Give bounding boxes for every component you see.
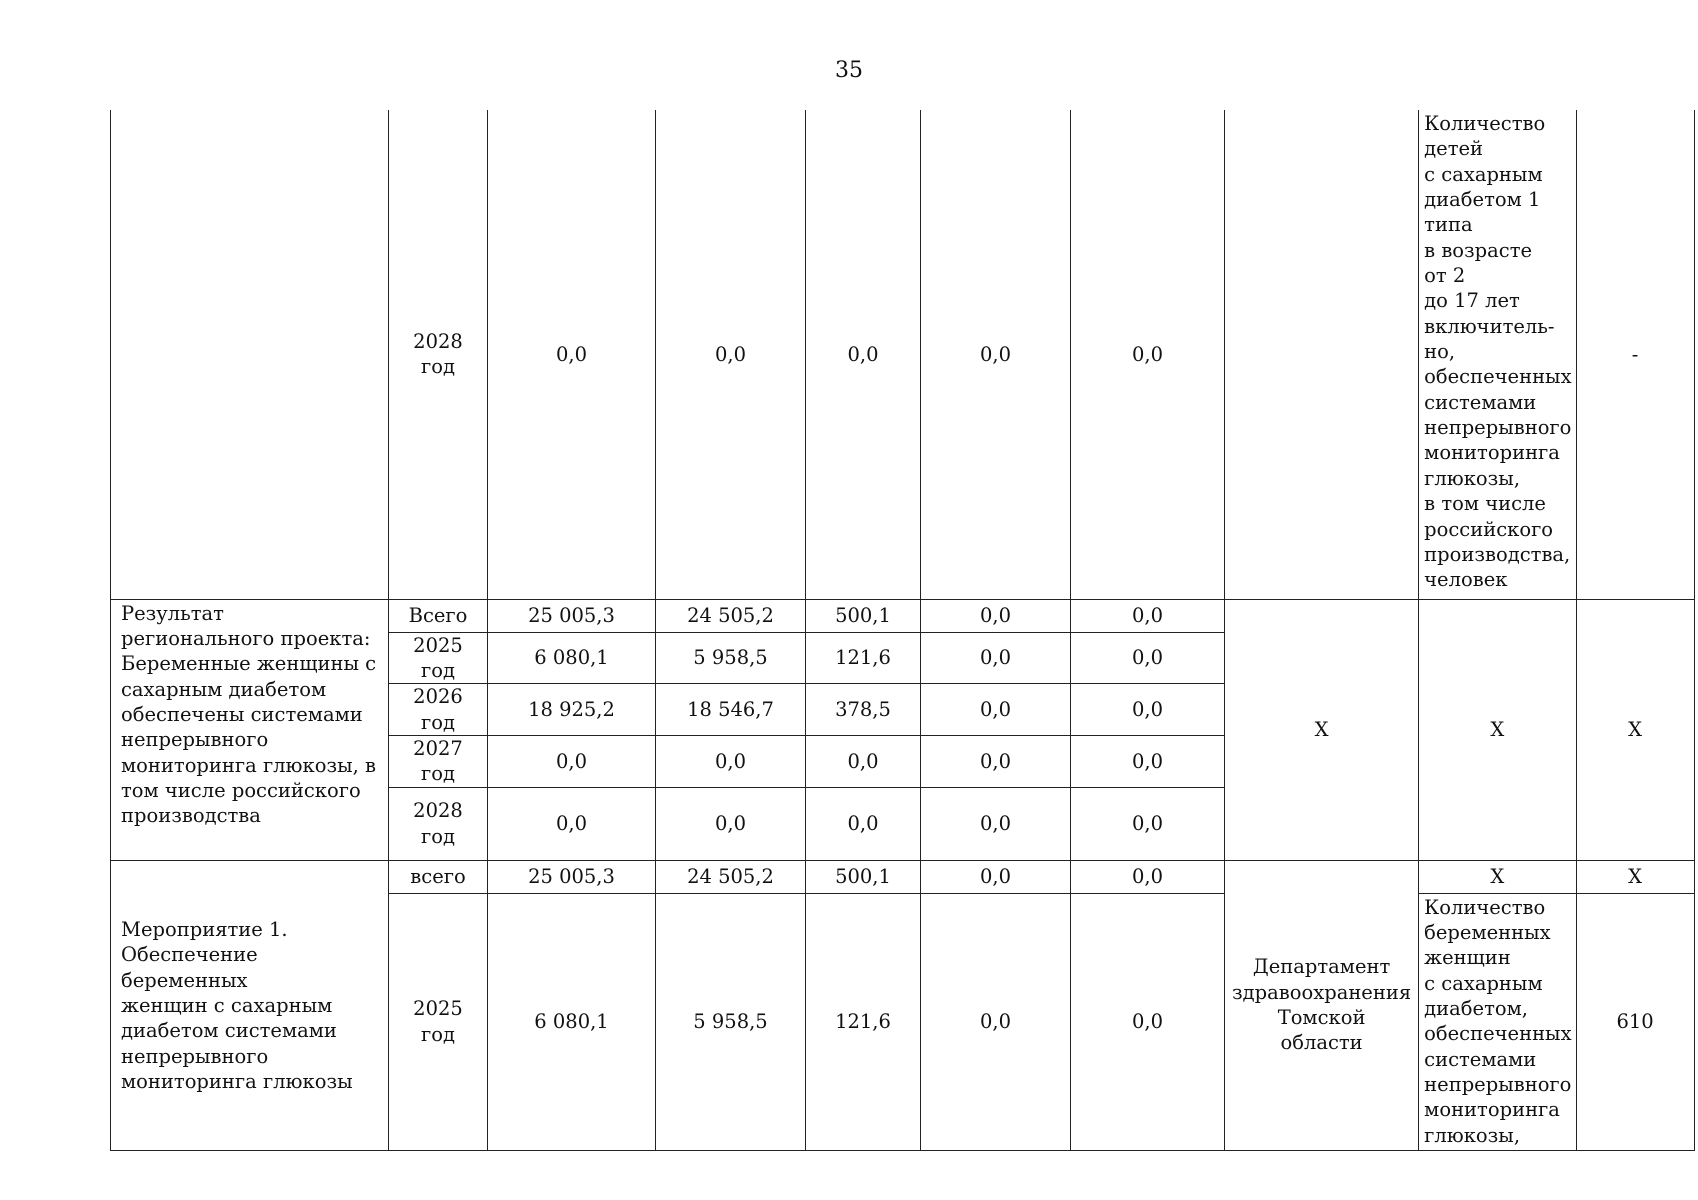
- event-label-cell: [111, 860, 389, 1150]
- value-cell: 0,0: [1071, 860, 1225, 893]
- value-cell: 0,0: [921, 632, 1071, 684]
- value-cell: 0,0: [488, 735, 656, 787]
- value-cell: 0,0: [1071, 735, 1225, 787]
- value-cell: 0,0: [656, 110, 806, 599]
- value-cell: 0,0: [921, 893, 1071, 1150]
- value-cell: 0,0: [921, 787, 1071, 860]
- value-cell: 25 005,3: [488, 599, 656, 632]
- indicator-cell: Х: [1419, 599, 1576, 860]
- value-cell: 0,0: [921, 684, 1071, 736]
- executor-text: Департамент здравоохранения Томской области: [1232, 955, 1412, 1055]
- empty-cell: [111, 110, 389, 599]
- executor-cell: Х: [1225, 599, 1419, 860]
- value-cell: 5 958,5: [656, 632, 806, 684]
- value-cell: 0,0: [1071, 599, 1225, 632]
- table-row: [111, 599, 1695, 632]
- indicator-value-cell: 610: [1576, 893, 1694, 1150]
- value-cell: 0,0: [656, 735, 806, 787]
- value-cell: 0,0: [921, 599, 1071, 632]
- indicator-cell: [1419, 110, 1576, 599]
- indicator-text: Количество беременных женщин с сахарным диабетом, обеспеченных системами непрерывного мониторинга глюкозы,: [1424, 895, 1572, 1147]
- value-cell: 25 005,3: [488, 860, 656, 893]
- value-cell: 6 080,1: [488, 632, 656, 684]
- value-cell: 5 958,5: [656, 893, 806, 1150]
- indicator-value-cell: Х: [1576, 860, 1694, 893]
- value-cell: 0,0: [1071, 632, 1225, 684]
- year-cell: всего: [389, 860, 488, 893]
- year-cell: 2027 год: [389, 735, 488, 787]
- value-cell: 0,0: [1071, 684, 1225, 736]
- value-cell: 6 080,1: [488, 893, 656, 1150]
- indicator-value-cell: -: [1576, 110, 1694, 599]
- executor-cell: [1225, 860, 1419, 1150]
- indicator-value-cell: Х: [1576, 599, 1694, 860]
- year-cell: 2026 год: [389, 684, 488, 736]
- value-cell: 0,0: [1071, 893, 1225, 1150]
- table-row: [111, 860, 1695, 893]
- empty-cell: [1225, 110, 1419, 599]
- event-label-text: Мероприятие 1. Обеспечение беременных женщин с сахарным диабетом системами непрерывного мониторинга глюкозы: [121, 917, 353, 1093]
- value-cell: 500,1: [806, 599, 921, 632]
- value-cell: 18 925,2: [488, 684, 656, 736]
- value-cell: 0,0: [656, 787, 806, 860]
- table-row: [111, 110, 1695, 599]
- year-cell: 2028 год: [389, 110, 488, 599]
- year-cell: 2028 год: [389, 787, 488, 860]
- year-cell: 2025 год: [389, 632, 488, 684]
- page-number: 35: [835, 58, 863, 83]
- indicator-cell: Х: [1419, 860, 1576, 893]
- indicator-cell: [1419, 893, 1576, 1150]
- value-cell: 18 546,7: [656, 684, 806, 736]
- value-cell: 121,6: [806, 632, 921, 684]
- value-cell: 0,0: [806, 787, 921, 860]
- value-cell: 0,0: [806, 735, 921, 787]
- value-cell: 121,6: [806, 893, 921, 1150]
- value-cell: 24 505,2: [656, 599, 806, 632]
- value-cell: 24 505,2: [656, 860, 806, 893]
- year-cell: 2025 год: [389, 893, 488, 1150]
- value-cell: 0,0: [488, 787, 656, 860]
- budget-table: [110, 110, 1695, 1151]
- value-cell: 0,0: [921, 110, 1071, 599]
- value-cell: 0,0: [921, 735, 1071, 787]
- indicator-text: Количество детей с сахарным диабетом 1 типа в возрасте от 2 до 17 лет включитель- но, обеспеченных системами непрерывного мониторинга глюкозы, в том числе российского производства, человек: [1424, 112, 1572, 592]
- value-cell: 0,0: [488, 110, 656, 599]
- value-cell: 378,5: [806, 684, 921, 736]
- value-cell: 0,0: [806, 110, 921, 599]
- value-cell: 0,0: [1071, 110, 1225, 599]
- year-cell: Всего: [389, 599, 488, 632]
- result-label-cell: Результат регионального проекта: Беременные женщины с сахарным диабетом обеспечены системами непрерывного мониторинга глюкозы, в том числе российского производства: [111, 599, 389, 860]
- value-cell: 500,1: [806, 860, 921, 893]
- value-cell: 0,0: [1071, 787, 1225, 860]
- value-cell: 0,0: [921, 860, 1071, 893]
